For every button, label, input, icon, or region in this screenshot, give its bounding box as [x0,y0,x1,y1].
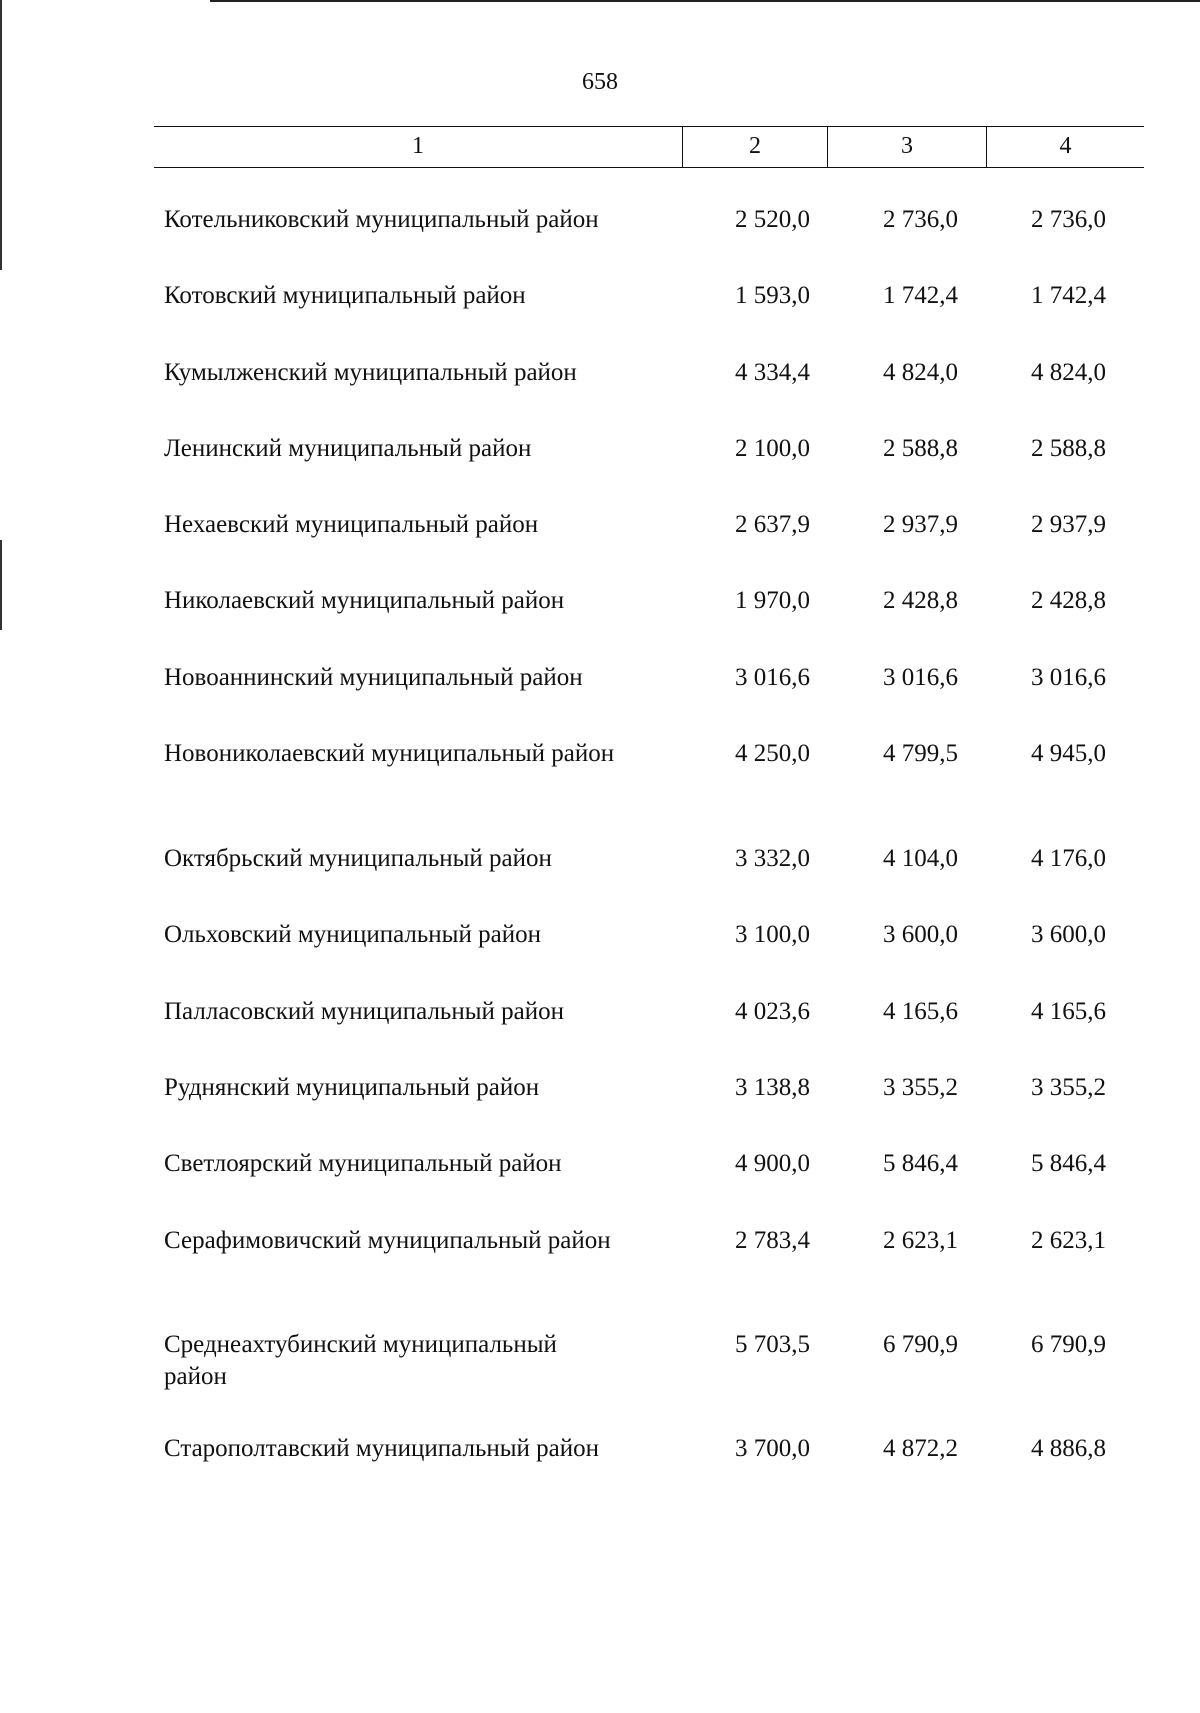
scan-border-top [210,0,1200,2]
table-row [154,1148,1144,1180]
table-row [154,280,1144,312]
row-value-col-2: 4 334,4 [735,359,810,386]
table-row [154,1072,1144,1104]
row-value-col-3: 4 104,0 [883,845,958,872]
row-name: Среднеахтубинский муниципальный район [164,1331,557,1390]
row-value-col-4: 2 623,1 [1031,1227,1106,1254]
row-name: Руднянский муниципальный район [164,1074,540,1101]
table-row [154,204,1144,236]
table-row [154,585,1144,617]
table-row [154,996,1144,1028]
table-row [154,1329,1144,1393]
table-row [154,1225,1144,1257]
row-name: Палласовский муниципальный район [164,998,564,1025]
row-value-col-2: 1 970,0 [735,587,810,614]
row-name: Николаевский муниципальный район [164,587,565,614]
row-value-col-3: 2 736,0 [883,206,958,233]
row-value-col-3: 4 165,6 [883,998,958,1025]
row-value-col-4: 2 588,8 [1031,435,1106,462]
row-name: Кумылженский муниципальный район [164,359,577,386]
row-value-col-2: 4 250,0 [735,740,810,767]
header-col-4: 4 [986,127,1144,167]
table-row [154,919,1144,951]
row-value-col-4: 4 945,0 [1031,740,1106,767]
row-value-col-2: 2 637,9 [735,511,810,538]
row-value-col-2: 2 520,0 [735,206,810,233]
table-row [154,433,1144,465]
row-value-col-4: 4 824,0 [1031,359,1106,386]
row-name: Ольховский муниципальный район [164,921,541,948]
row-value-col-2: 3 332,0 [735,845,810,872]
row-value-col-3: 5 846,4 [883,1150,958,1177]
row-value-col-2: 1 593,0 [735,282,810,309]
row-name: Котельниковский муниципальный район [164,206,599,233]
table-row [154,738,1144,770]
row-value-col-3: 3 355,2 [883,1074,958,1101]
row-value-col-4: 3 355,2 [1031,1074,1106,1101]
row-value-col-3: 3 016,6 [883,664,958,691]
row-value-col-4: 2 937,9 [1031,511,1106,538]
row-value-col-3: 4 872,2 [883,1435,958,1462]
row-value-col-4: 2 736,0 [1031,206,1106,233]
row-value-col-4: 4 176,0 [1031,845,1106,872]
row-value-col-3: 2 428,8 [883,587,958,614]
row-name: Новониколаевский муниципальный район [164,740,615,767]
row-value-col-4: 5 846,4 [1031,1150,1106,1177]
header-col-2: 2 [682,127,827,167]
table-row [154,843,1144,875]
row-value-col-4: 3 600,0 [1031,921,1106,948]
row-value-col-3: 2 937,9 [883,511,958,538]
row-value-col-4: 3 016,6 [1031,664,1106,691]
row-value-col-3: 2 588,8 [883,435,958,462]
row-value-col-2: 3 138,8 [735,1074,810,1101]
table-row [154,509,1144,541]
row-value-col-2: 4 900,0 [735,1150,810,1177]
row-value-col-4: 6 790,9 [1031,1331,1106,1358]
row-value-col-2: 3 700,0 [735,1435,810,1462]
row-value-col-3: 6 790,9 [883,1331,958,1358]
page-number: 658 [582,69,618,95]
row-value-col-2: 3 016,6 [735,664,810,691]
table-header [154,126,1144,168]
row-value-col-2: 2 100,0 [735,435,810,462]
table-row [154,357,1144,389]
row-value-col-2: 5 703,5 [735,1331,810,1358]
header-col-3: 3 [827,127,986,167]
row-name: Октябрьский муниципальный район [164,845,552,872]
row-value-col-3: 4 799,5 [883,740,958,767]
row-name: Светлоярский муниципальный район [164,1150,562,1177]
row-name: Котовский муниципальный район [164,282,526,309]
row-value-col-3: 3 600,0 [883,921,958,948]
table-row [154,1433,1144,1465]
header-col-1: 1 [412,133,424,159]
row-value-col-3: 1 742,4 [883,282,958,309]
row-value-col-2: 3 100,0 [735,921,810,948]
row-value-col-3: 4 824,0 [883,359,958,386]
row-value-col-4: 4 165,6 [1031,998,1106,1025]
row-name: Серафимовичский муниципальный район [164,1227,611,1254]
row-name: Нехаевский муниципальный район [164,511,539,538]
scan-border-left-lower [0,540,2,630]
row-value-col-4: 4 886,8 [1031,1435,1106,1462]
row-value-col-4: 1 742,4 [1031,282,1106,309]
row-name: Старополтавский муниципальный район [164,1435,599,1462]
row-name: Новоаннинский муниципальный район [164,664,583,691]
row-value-col-2: 2 783,4 [735,1227,810,1254]
row-value-col-3: 2 623,1 [883,1227,958,1254]
scan-border-left [0,0,2,270]
table-row [154,662,1144,694]
row-value-col-4: 2 428,8 [1031,587,1106,614]
row-name: Ленинский муниципальный район [164,435,532,462]
row-value-col-2: 4 023,6 [735,998,810,1025]
